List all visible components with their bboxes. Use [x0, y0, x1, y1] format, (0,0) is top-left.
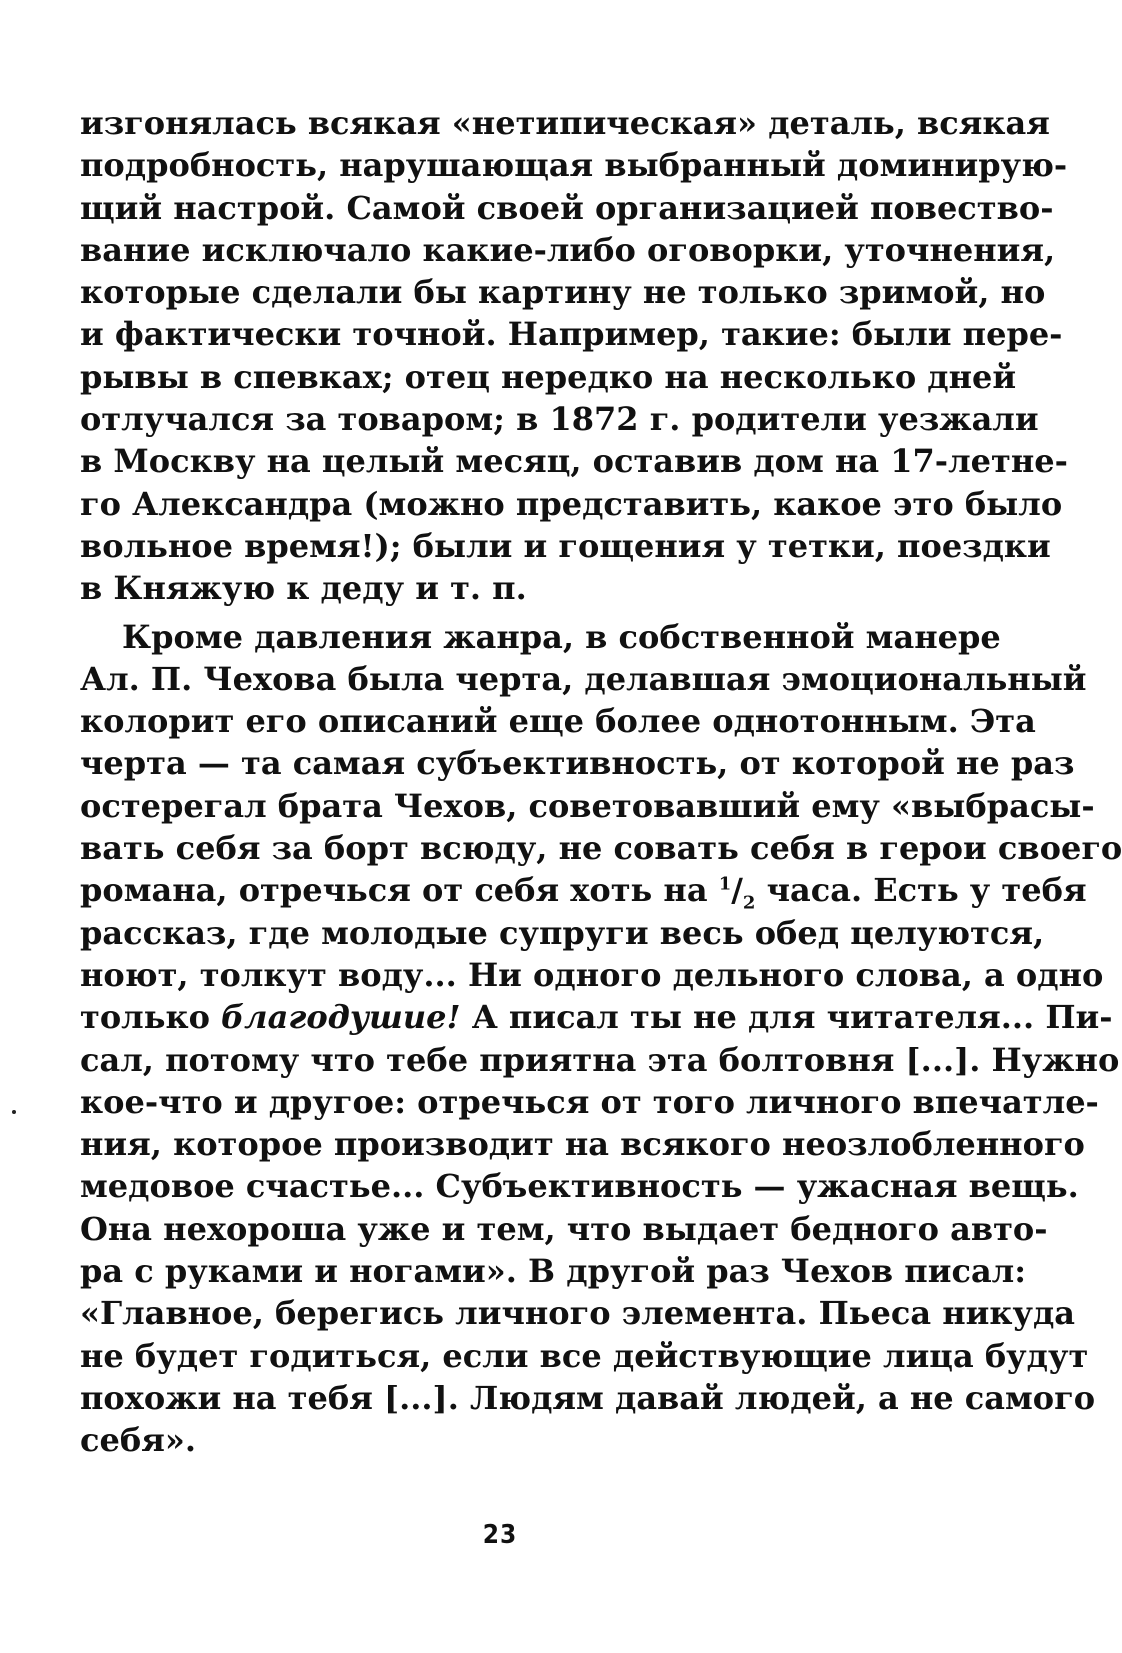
text-line: остерегал брата Чехов, советовавший ему «выбрасы- — [80, 786, 1095, 825]
text-line: вание исключало какие-либо оговорки, уточнения, — [80, 230, 1056, 269]
body-text — [80, 102, 1122, 1462]
text-line: щий настрой. Самой своей организацией повество- — [80, 188, 1054, 227]
text-line: колорит его описаний еще более однотонным. Эта — [80, 702, 1036, 741]
text-line: черта — та самая субъективность, от которой не раз — [80, 744, 1075, 783]
text-line: в Москву на целый месяц, оставив дом на 17-летне- — [80, 442, 1068, 481]
text-line: рассказ, где молодые супруги весь обед целуются, — [80, 913, 1045, 952]
text-line: вать себя за борт всюду, не совать себя в герои своего — [80, 829, 1122, 868]
page-number: 23 — [482, 1520, 518, 1550]
text-segment: часа. Есть у тебя — [755, 871, 1087, 910]
text-line: себя». — [80, 1421, 196, 1460]
text-line-with-fraction — [80, 869, 1087, 914]
text-line: Кроме давления жанра, в собственной манере — [122, 617, 1001, 656]
text-line: и фактически точной. Например, такие: были пере- — [80, 315, 1063, 354]
paragraph-2 — [80, 616, 1122, 1462]
text-line: Ал. П. Чехова была черта, делавшая эмоциональный — [80, 659, 1087, 698]
text-line: го Александра (можно представить, какое это было — [80, 484, 1063, 523]
paragraph-1 — [80, 102, 1068, 610]
text-segment: только — [80, 998, 222, 1037]
text-segment: романа, отречься от себя хоть на — [80, 871, 719, 910]
text-line: сал, потому что тебе приятна эта болтовня [...]. Нужно — [80, 1040, 1120, 1079]
fraction-slash: / — [731, 871, 743, 910]
text-line: подробность, нарушающая выбранный доминирую- — [80, 146, 1068, 185]
fraction-numerator: 1 — [718, 873, 732, 895]
text-line: ния, которое производит на всякого неозлобленного — [80, 1125, 1085, 1164]
text-line-with-italic — [80, 996, 1113, 1038]
text-line: рывы в спевках; отец нередко на несколько дней — [80, 357, 1017, 396]
text-segment: А писал ты не для читателя... Пи- — [460, 998, 1113, 1037]
text-line: «Главное, берегись личного элемента. Пьеса никуда — [80, 1294, 1076, 1333]
text-line: которые сделали бы картину не только зримой, но — [80, 273, 1046, 312]
text-line: ра с руками и ногами». В другой раз Чехов писал: — [80, 1252, 1027, 1291]
text-line: медовое счастье... Субъективность — ужасная вещь. — [80, 1167, 1079, 1206]
text-line: кое-что и другое: отречься от того личного впечатле- — [80, 1082, 1099, 1121]
text-line: не будет годиться, если все действующие лица будут — [80, 1336, 1089, 1375]
text-line: изгонялась всякая «нетипическая» деталь, всякая — [80, 104, 1050, 142]
text-line: в Княжую к деду и т. п. — [80, 569, 527, 608]
text-line: ноют, толкут воду... Ни одного дельного слова, а одно — [80, 955, 1104, 994]
text-line: отлучался за товаром; в 1872 г. родители уезжали — [80, 400, 1039, 439]
text-line: Она нехороша уже и тем, что выдает бедного авто- — [80, 1209, 1048, 1248]
text-line: похожи на тебя [...]. Людям давай людей, а не самого — [80, 1378, 1096, 1417]
fraction-denominator: 2 — [742, 892, 756, 914]
margin-mark — [12, 1110, 16, 1114]
text-line: вольное время!); были и гощения у тетки, поездки — [80, 526, 1051, 565]
italic-word: благодушие! — [221, 998, 461, 1037]
